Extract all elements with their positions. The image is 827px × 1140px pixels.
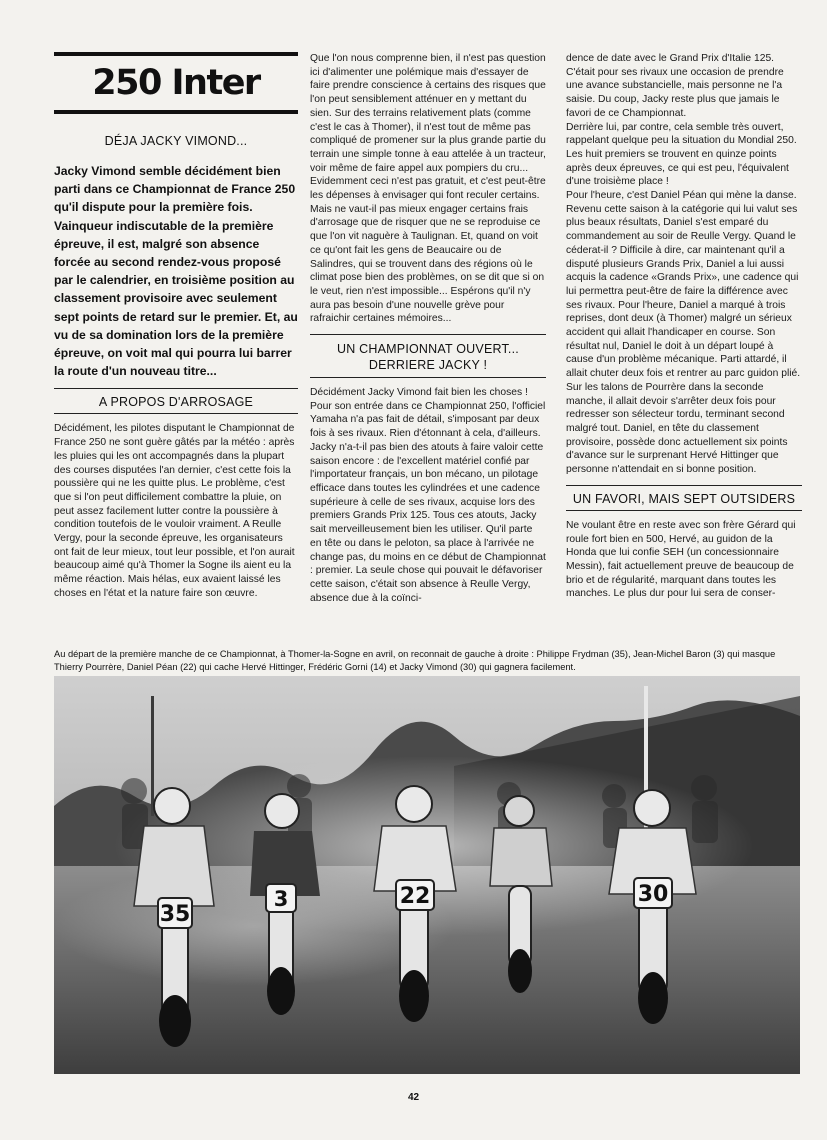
article-body-column-3 [566, 52, 802, 477]
article-body-favori [566, 519, 802, 601]
article-body-arrosage [54, 422, 298, 600]
paragraph: Décidément, les pilotes disputant le Championnat de France 250 ne sont guère gâtés par la météo : après les pluies qui les ont accompagnés dans la plupart des courses disputées l'an dernier, c'est cette fois la poussière qui ne les quitte plus. Le problème, c'est que si l'on peut difficilement combattre la pluie, on peut assez facilement lutter contre la poussière à condition toutefois de le vouloir vraiment. A Reulle Vergy, pour la seconde épreuve, les organisateurs ont fait de leur mieux, tout leur possible, et l'on aurait beaucoup aimé qu'à Thomer la Sogne ils aient eu la même réaction. Mais hélas, eux avaient laissé les choses en l'état et la nature faire son œuvre. [54, 423, 295, 599]
paragraph: Derrière lui, par contre, cela semble très ouvert, rappelant quelque peu la situation du Mondial 250. Les huit premiers se trouvent en quinze points après deux épreuves, ce qui est peu, l'équivalent d'une troisième place ! [566, 121, 797, 188]
paragraph: dence de date avec le Grand Prix d'Italie 125. C'était pour ses rivaux une occasion de prendre une avance substancielle, mais personne ne l'a saisie. Du coup, Jacky reste plus que jamais le favori de ce Championnat. [566, 53, 784, 119]
paragraph: Pour l'heure, c'est Daniel Péan qui mène la danse. Revenu cette saison à la catégorie qui lui valut ses plus beaux résultats, Daniel s'est emparé du commandement au soir de Reulle Vergy. Quand le céderat-il ? Difficile à dire, car maintenant qu'il a disputé plusieurs Grands Prix, Daniel a lui aussi acquis la cadence «Grands Prix», une cadence qui lui permettra peut-être de faire la différence avec ses rivaux. Pour l'heure, Daniel a marqué à trois reprises, dont deux (à Thomer) malgré un sérieux accident qui allait l'handicaper en course. Son résultat nul, Daniel le doit à un départ loupé à cause d'un problème mécanique. Parti attardé, il allait chuter deux fois et rentrer au parc guidon plié. Sur les talons de Pourrère dans la seconde manche, il allait devoir s'arrêter deux fois pour redresser son sélecteur tordu, terminant second malgré tout. Daniel, en tête du classement provisoire, possède donc actuellement six points d'avance sur le surprenant Hervé Hittinger que personne n'attendait en si bonne position. [566, 190, 801, 476]
section-head-favori [566, 485, 802, 511]
plate-number-30: 30 [637, 882, 669, 907]
paragraph: Décidément Jacky Vimond fait bien les choses ! Pour son entrée dans ce Championnat 250, l'officiel Yamaha n'a pas fait de détail, s'imposant par deux fois à ses rivaux. Rien d'étonnant à cela, d'ailleurs. Jacky n'a-t-il pas bien des atouts à faire valoir cette saison encore : de l'excellent matériel confié par l'importateur français, un bon mécano, un pilotage efficace dans toutes les cylindrées et une cadence supérieure à celle de ses rivaux, acquise lors des premiers Grands Prix 125. Tous ces atouts, Jacky sait merveilleusement bien les utiliser. Qu'il parte en tête ou dans le peloton, sa place à l'arrivée ne change pas, du moins en ce début de Championnat : premier. La seule chose qui pouvait le défavoriser cette saison, c'était son absence à Reulle Vergy, absence due à la coïnci- [310, 387, 546, 604]
section-heading-a-propos-arrosage: A PROPOS D'ARROSAGE [98, 395, 254, 410]
plate-number-22: 22 [399, 884, 431, 909]
paragraph: Ne voulant être en reste avec son frère Gérard qui roule fort bien en 500, Hervé, au guidon de la Honda que lui confie SEH (un concessionnaire Messin), fait actuellement preuve de beaucoup de brio et de régularité, marquant dans toutes les manches. Le plus dur pour lui sera de conser- [566, 519, 796, 600]
column-1 [54, 52, 298, 601]
race-photo-illustration [54, 676, 800, 1074]
race-start-photo [54, 676, 800, 1074]
article-body-column-2 [310, 52, 546, 326]
section-rule [566, 510, 802, 511]
section-heading-championnat-ouvert: UN CHAMPIONNAT OUVERT... DERRIERE JACKY ! [337, 342, 519, 373]
section-head-championnat-ouvert [310, 334, 546, 378]
section-rule [310, 377, 546, 378]
section-rule [54, 413, 298, 414]
page-number: 42 [407, 1092, 420, 1103]
photo-caption: Au départ de la première manche de ce Championnat, à Thomer-la-Sogne en avril, on reconnait de gauche à droite : Philippe Frydman (35), Jean-Michel Baron (3) qui masque Thierry Pourrère, Daniel Péan (22) qui cache Hervé Hittinger, Frédéric Gorni (14) et Jacky Vimond (30) qui gagnera facilement. [54, 649, 776, 672]
section-head-arrosage [54, 388, 298, 414]
page-title: 250 Inter [92, 63, 260, 103]
section-heading-un-favori: UN FAVORI, MAIS SEPT OUTSIDERS [572, 491, 796, 506]
column-2 [310, 52, 546, 605]
section-heading-deja-jacky-vimond: DÉJA JACKY VIMOND... [104, 134, 248, 148]
plate-number-3: 3 [273, 887, 289, 911]
article-body-championnat [310, 386, 546, 605]
lead-paragraph: Jacky Vimond semble décidément bien parti dans ce Championnat de France 250 qu'il dispute pour la première fois. Vainqueur indiscutable de la première épreuve, il est, malgré son absence forcée au second rendez-vous proposé par le calendrier, en troisième position au classement provisoire avec seulement sept points de retard sur le premier. Et, au vu de sa domination lors de la première épreuve, on voit mal qui pourra lui barrer la route d'un nouveau titre... [54, 164, 298, 379]
paragraph: Que l'on nous comprenne bien, il n'est pas question ici d'alimenter une polémique mais d'essayer de faire prendre conscience à certains des risques que l'on peut sensiblement atténuer en y mettant du sien. Sur des terrains relativement plats (comme c'est le cas à Thomer), il n'est tout de même pas compliqué de promener sur la plus grande partie du terrain une simple tonne à eau attelée à un tracteur, voir même de faire appel aux pompiers du cru... Evidemment ceci n'est pas gratuit, et c'est peut-être les dépenses à envisager qui font reculer certains. Mais ne vaut-il pas mieux engager certains frais d'arrosage que de risquer que ne se reproduise ce que l'on vit naguère à Taulignan. Et, quand on voit ce qu'ont fait les gens de Beaucaire ou de Salindres, qui se trouvent dans des régions où le climat pose bien des problèmes, on se dit que si on le veut, rien n'est impossible... Espérons qu'il n'y aura pas besoin d'une nouvelle grève pour rafraichir certaines mémoires... [310, 53, 546, 325]
plate-number-35: 35 [159, 902, 191, 927]
column-3 [566, 52, 802, 601]
